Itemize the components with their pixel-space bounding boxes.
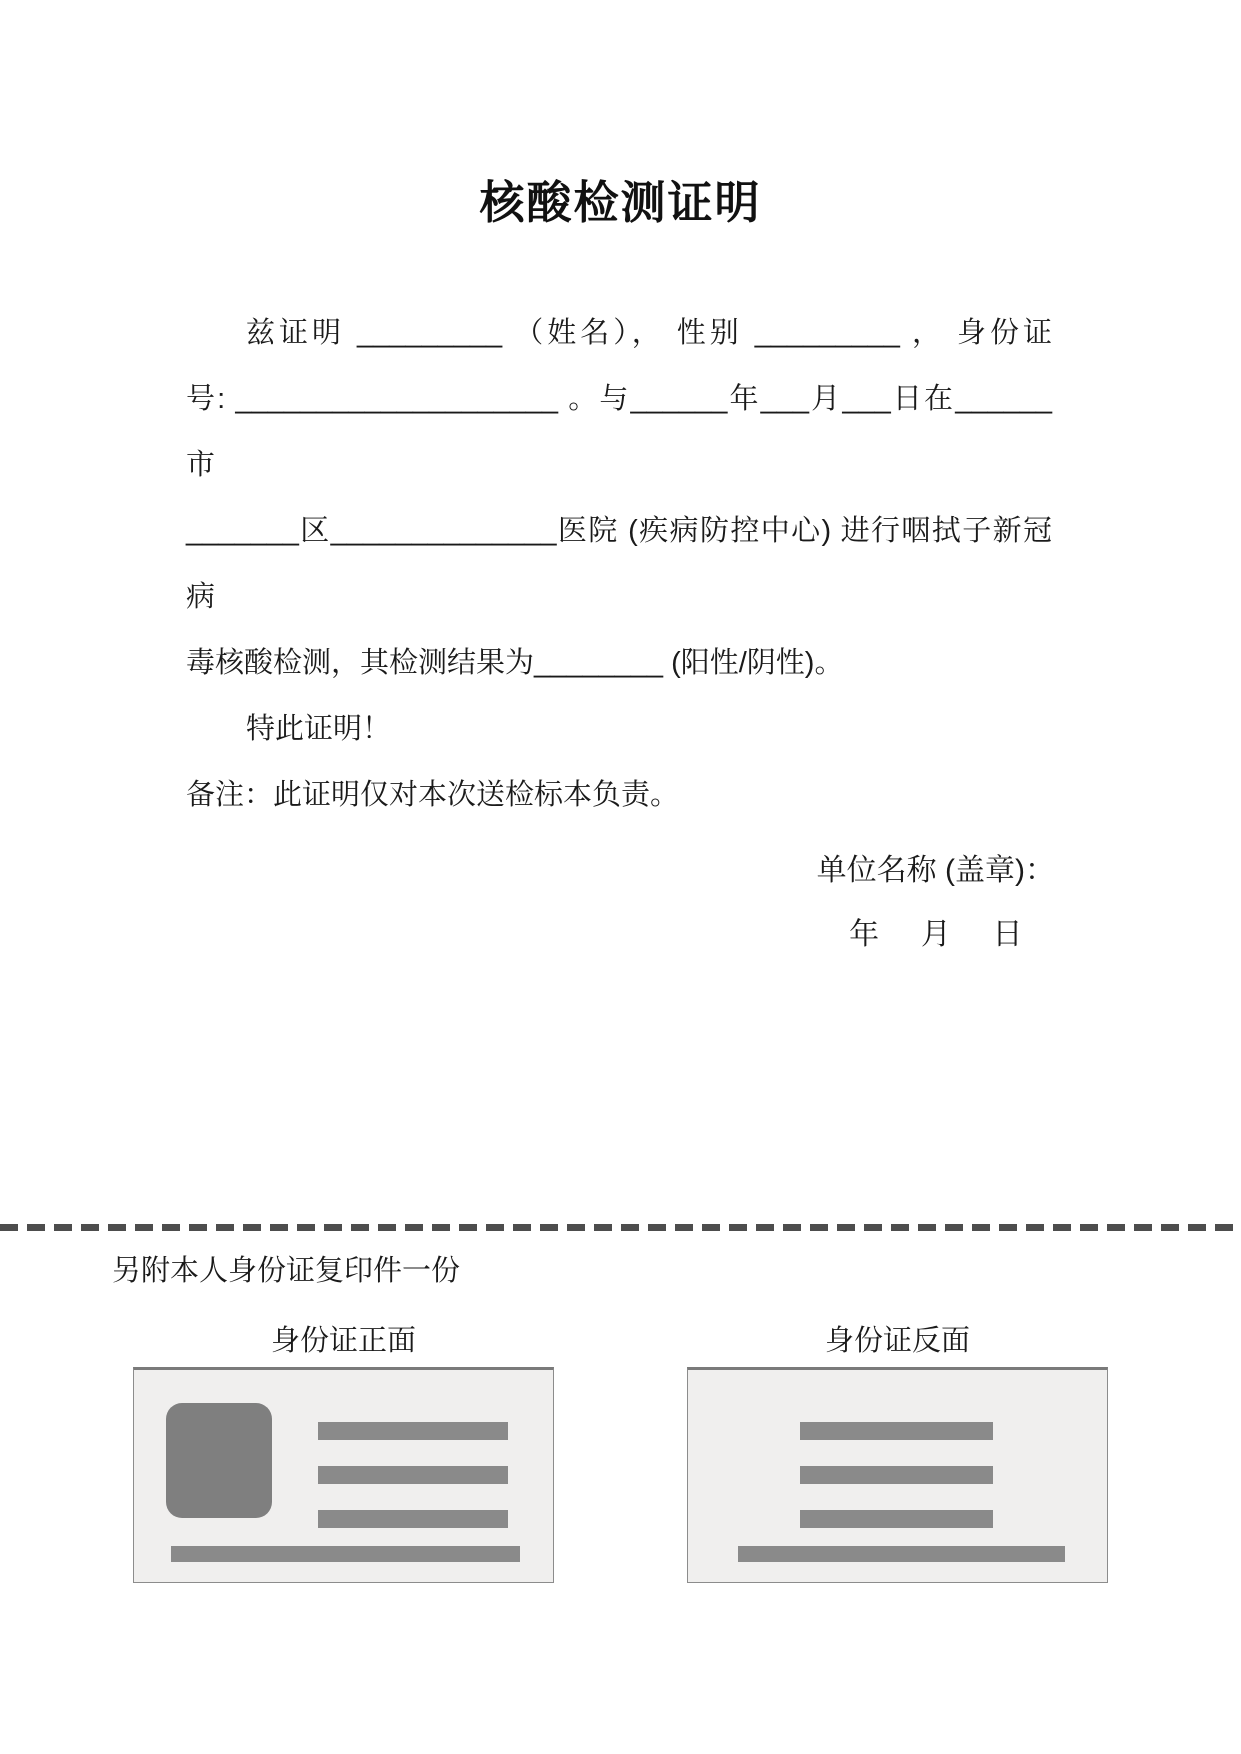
id-front-section: [133, 1318, 554, 1583]
page-title: 核酸检测证明: [479, 177, 762, 228]
id-back-label: 身份证反面: [824, 1325, 970, 1357]
id-photo-placeholder: [166, 1403, 272, 1518]
body-line-4: 毒核酸检测，其检测结果为________ (阳性/阴性)。: [186, 647, 844, 679]
id-text-bar: [318, 1510, 508, 1528]
note-line: 备注：此证明仅对本次送检标本负责。: [186, 779, 680, 811]
id-number-bar: [738, 1546, 1065, 1562]
attachment-note: 另附本人身份证复印件一份: [112, 1255, 461, 1287]
id-text-bar: [318, 1422, 508, 1440]
closing-line: 特此证明！: [246, 713, 392, 745]
org-seal-label: 单位名称 (盖章)：: [816, 854, 1055, 887]
certificate-body: [186, 300, 1052, 828]
id-back-card-placeholder: [687, 1367, 1108, 1583]
id-text-bar: [800, 1510, 993, 1528]
body-line-3: _______区______________医院 (疾病防控中心) 进行咽拭子新冠病: [186, 515, 1052, 613]
dashed-cut-line: [0, 1224, 1241, 1231]
id-text-bar: [800, 1422, 993, 1440]
id-front-card-placeholder: [133, 1367, 554, 1583]
signature-block: [817, 852, 1055, 954]
id-text-bar: [318, 1466, 508, 1484]
id-front-label: 身份证正面: [270, 1325, 416, 1357]
date-line: 年 月 日: [849, 918, 1023, 951]
id-number-bar: [171, 1546, 520, 1562]
body-line-2: 号: ____________________ 。与______年___月___日在______市: [186, 383, 1052, 481]
id-back-section: [687, 1318, 1108, 1583]
id-text-bar: [800, 1466, 993, 1484]
body-line-1: 兹证明 _________ （姓名）， 性别 _________ ， 身份证: [246, 317, 1052, 349]
